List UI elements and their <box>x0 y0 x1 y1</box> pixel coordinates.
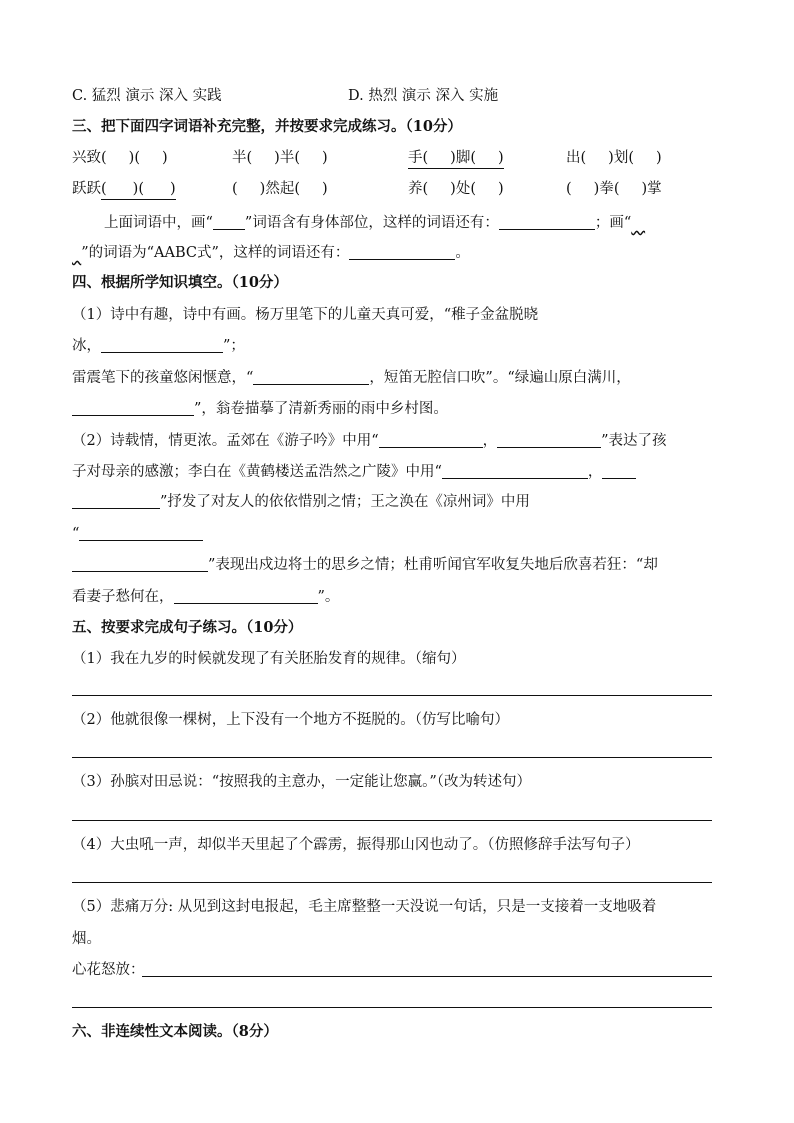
sentence-q1: （1）我在九岁的时候就发现了有关胚胎发育的规律。（缩句） <box>72 651 466 667</box>
section-6-title: 六、非连续性文本阅读。（8分） <box>72 1023 278 1040</box>
sentence-q4: （4）大虫吼一声，却似半天里起了个霹雳，振得那山冈也动了。（仿照修辞手法写句子） <box>72 837 640 853</box>
sentence-q5-line-2: 烟。 <box>72 931 101 947</box>
option-c: C. 猛烈 演示 深入 实践 <box>72 88 222 104</box>
section-5-title: 五、按要求完成句子练习。（10分） <box>72 619 303 636</box>
poem-q1-line-3: 雷震笔下的孩童悠闲惬意，“ ，短笛无腔信口吹”。“绿遍山原白满川， <box>72 370 631 386</box>
poem-q2-line-5: ”表现出戍边将士的思乡之情；杜甫听闻官军收复失地后欣喜若狂：“却 <box>72 555 658 575</box>
answer-line-3[interactable] <box>72 820 712 821</box>
poem-q2-line-3: ”抒发了对友人的依依惜别之情；王之涣在《凉州词》中用 <box>72 492 530 512</box>
poem-q2-line-4: “ <box>72 524 203 544</box>
section-3-question-line-1: 上面词语中，画“ ”词语含有身体部位，这样的词语还有： ；画“ <box>104 215 632 231</box>
sentence-q5-line-3: 心花怒放： <box>72 962 145 978</box>
idiom-7: 养( )处( ) <box>408 181 504 197</box>
idiom-8: ( )拳( )掌 <box>566 181 662 197</box>
poem-q2-line-2: 子对母亲的感激；李白在《黄鹤楼送孟浩然之广陵》中用“ ， <box>72 462 636 482</box>
answer-line-2[interactable] <box>72 757 712 758</box>
sentence-q5-line-1: （5）悲痛万分: 从见到这封电报起，毛主席整整一天没说一句话，只是一支接着一支地吸着 <box>72 899 657 915</box>
poem-q2-line-1: （2）诗载情，情更浓。孟郊在《游子吟》中用“ ， ”表达了孩 <box>72 433 667 449</box>
answer-line-1[interactable] <box>72 695 712 696</box>
idiom-2: 半( )半( ) <box>232 150 328 166</box>
poem-q1-line-1: （1）诗中有趣，诗中有画。杨万里笔下的儿童天真可爱，“稚子金盆脱晓 <box>72 307 539 323</box>
answer-line-6[interactable] <box>72 1007 712 1008</box>
answer-line-4[interactable] <box>72 882 712 883</box>
section-3-question-line-2: ”的词语为“AABC式”，这样的词语还有： 。 <box>81 245 470 261</box>
option-d: D. 热烈 演示 深入 实施 <box>348 88 499 104</box>
idiom-3: 手( )脚( ) <box>408 148 504 169</box>
answer-line-5[interactable] <box>142 976 712 977</box>
sentence-q3: （3）孙膑对田忌说：“按照我的主意办，一定能让您赢。”（改为转述句） <box>72 774 532 790</box>
poem-q1-line-4: ”，翁卷描摹了清新秀丽的雨中乡村图。 <box>72 399 448 419</box>
sentence-q2: （2）他就很像一棵树，上下没有一个地方不挺脱的。（仿写比喻句） <box>72 712 509 728</box>
idiom-1: 兴致( )( ) <box>72 150 168 166</box>
poem-q1-line-2: 冰， ”； <box>72 338 245 354</box>
section-4-title: 四、根据所学知识填空。（10分） <box>72 274 288 291</box>
section-3-title: 三、把下面四字词语补充完整，并按要求完成练习。（10分） <box>72 118 462 135</box>
poem-q2-line-6: 看妻子愁何在， ”。 <box>72 589 340 605</box>
idiom-6: ( )然起( ) <box>232 181 328 197</box>
idiom-4: 出( )划( ) <box>566 150 662 166</box>
idiom-5: 跃跃( )( ) <box>72 179 176 200</box>
